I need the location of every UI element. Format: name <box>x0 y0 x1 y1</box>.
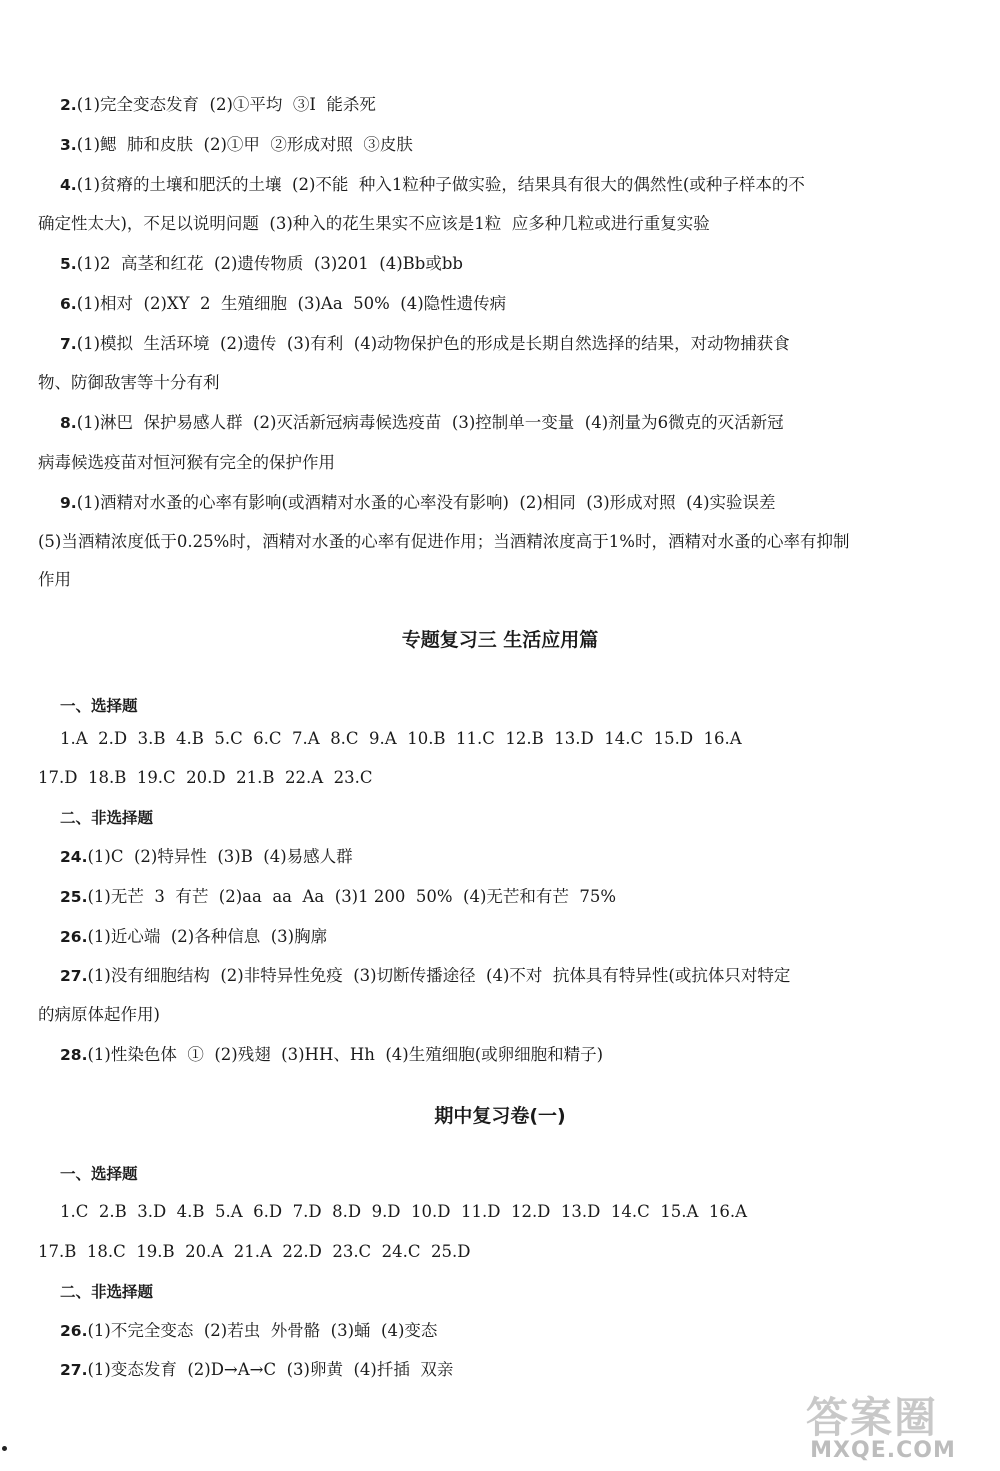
answer-text: (1)相对 (2)XY 2 生殖细胞 (3)Aa 50% (4)隐性遗传病 <box>76 294 507 313</box>
question-number: 26. <box>60 1322 88 1340</box>
answer-text: (1)无芒 3 有芒 (2)aa aa Aa (3)1 200 50% (4)无芒和有芒 75% <box>87 887 617 906</box>
answer-line-continued <box>38 530 849 554</box>
answer-line-continued <box>38 568 71 592</box>
question-number: 24. <box>60 848 88 866</box>
answer-text: 物、防御敌害等十分有利 <box>38 373 220 392</box>
answer-text: (1)变态发育 (2)D→A→C (3)卵黄 (4)扦插 双亲 <box>87 1360 454 1379</box>
answer-line <box>60 964 790 988</box>
answer-line-continued <box>38 451 335 475</box>
question-number: 9. <box>60 494 77 512</box>
section-heading-choice: 一、选择题 <box>60 1165 138 1183</box>
answer-line <box>60 1358 453 1382</box>
answer-line <box>60 133 413 157</box>
question-number: 2. <box>60 96 77 114</box>
section-title: 专题复习三 生活应用篇 <box>401 629 599 651</box>
answer-text: (1)性染色体 ① (2)残翅 (3)HH、Hh (4)生殖细胞(或卵细胞和精子) <box>87 1045 604 1064</box>
answer-text: 确定性太大)，不足以说明问题 (3)种入的花生果实不应该是1粒 应多种几粒或进行重复实验 <box>38 214 710 233</box>
section-heading-nonchoice: 二、非选择题 <box>60 809 154 827</box>
choice-answers-row: 17.B 18.C 19.B 20.A 21.A 22.D 23.C 24.C 25.D <box>38 1242 471 1261</box>
question-number: 6. <box>60 295 77 313</box>
answer-text: 的病原体起作用) <box>38 1005 160 1024</box>
question-number: 7. <box>60 335 77 353</box>
section-heading-choice: 一、选择题 <box>60 697 138 715</box>
question-number: 28. <box>60 1046 88 1064</box>
answer-line <box>60 491 776 515</box>
answer-text: (1)模拟 生活环境 (2)遗传 (3)有利 (4)动物保护色的形成是长期自然选择的结果，对动物捕获食 <box>76 334 790 353</box>
question-number: 5. <box>60 255 77 273</box>
question-number: 26. <box>60 928 88 946</box>
answer-text: 病毒候选疫苗对恒河猴有完全的保护作用 <box>38 453 335 472</box>
answer-line <box>60 252 463 276</box>
question-number: 4. <box>60 176 77 194</box>
page-mark-dot <box>2 1446 7 1451</box>
answer-line <box>60 1043 603 1067</box>
answer-line-continued <box>38 1003 160 1027</box>
question-number: 27. <box>60 1361 88 1379</box>
watermark <box>788 1385 978 1463</box>
question-number: 3. <box>60 136 77 154</box>
answer-line <box>60 292 506 316</box>
answer-text: (1)不完全变态 (2)若虫 外骨骼 (3)蛹 (4)变态 <box>87 1321 438 1340</box>
answer-line <box>60 885 616 909</box>
answer-text: (1)C (2)特异性 (3)B (4)易感人群 <box>87 847 353 866</box>
answer-line-continued <box>38 212 710 236</box>
answer-text: (1)淋巴 保护易感人群 (2)灭活新冠病毒候选疫苗 (3)控制单一变量 (4)剂量为6微克的灭活新冠 <box>76 413 784 432</box>
choice-answers-row: 1.A 2.D 3.B 4.B 5.C 6.C 7.A 8.C 9.A 10.B 11.C 12.B 13.D 14.C 15.D 16.A <box>60 729 742 748</box>
section-title: 期中复习卷(一) <box>434 1105 566 1127</box>
answer-text: (1)没有细胞结构 (2)非特异性免疫 (3)切断传播途径 (4)不对 抗体具有特异性(或抗体只对特定 <box>87 966 791 985</box>
answer-text: (5)当酒精浓度低于0.25%时，酒精对水蚤的心率有促进作用；当酒精浓度高于1%时，酒精对水蚤的心率有抑制 <box>38 532 850 551</box>
watermark-site: MXQE.COM <box>810 1438 956 1463</box>
section-heading-nonchoice: 二、非选择题 <box>60 1283 154 1301</box>
answer-line <box>60 925 327 949</box>
answer-line <box>60 1319 437 1343</box>
question-number: 8. <box>60 414 77 432</box>
answer-line <box>60 411 784 435</box>
question-number: 25. <box>60 888 88 906</box>
answer-text: (1)酒精对水蚤的心率有影响(或酒精对水蚤的心率没有影响) (2)相同 (3)形成对照 (4)实验误差 <box>76 493 776 512</box>
choice-answers-row: 17.D 18.B 19.C 20.D 21.B 22.A 23.C <box>38 768 373 787</box>
choice-answers-row: 1.C 2.B 3.D 4.B 5.A 6.D 7.D 8.D 9.D 10.D 11.D 12.D 13.D 14.C 15.A 16.A <box>60 1202 748 1221</box>
question-number: 27. <box>60 967 88 985</box>
answer-text: (1)鳃 肺和皮肤 (2)①甲 ②形成对照 ③皮肤 <box>76 135 413 154</box>
answer-text: (1)近心端 (2)各种信息 (3)胸廓 <box>87 927 328 946</box>
answer-line <box>60 93 376 117</box>
answer-text: (1)2 高茎和红花 (2)遗传物质 (3)201 (4)Bb或bb <box>76 254 463 273</box>
answer-text: 作用 <box>38 570 71 589</box>
answer-line <box>60 173 805 197</box>
answer-line-continued <box>38 371 220 395</box>
watermark-logo: 答案圈 <box>806 1393 939 1442</box>
answer-text: (1)贫瘠的土壤和肥沃的土壤 (2)不能 种入1粒种子做实验，结果具有很大的偶然性(或种子样本的不 <box>76 175 805 194</box>
answer-text: (1)完全变态发育 (2)①平均 ③Ⅰ 能杀死 <box>76 95 376 114</box>
answer-line <box>60 845 353 869</box>
answer-line <box>60 332 790 356</box>
